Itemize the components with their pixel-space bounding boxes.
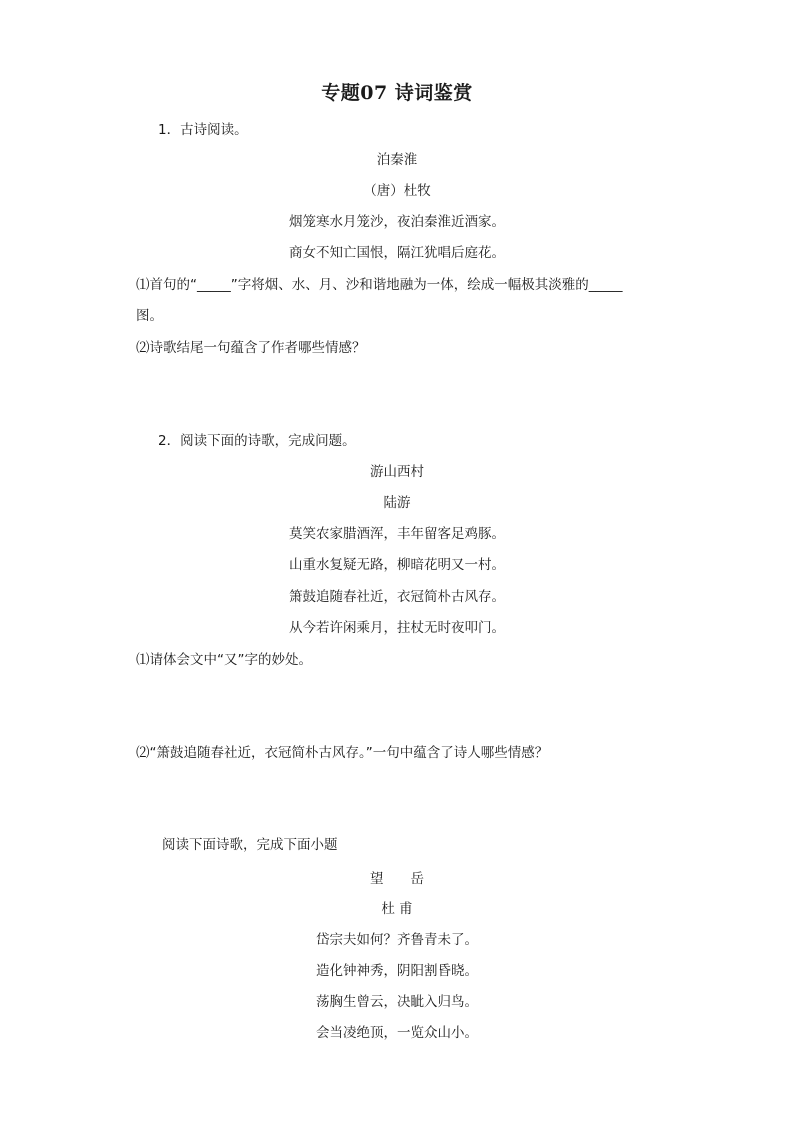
poem-3-line: 荡胸生曾云，决眦入归鸟。 bbox=[316, 994, 478, 1010]
question-2-sub-1: ⑴请体会文中“又”字的妙处。 bbox=[136, 652, 312, 668]
poem-1-title: 泊秦淮 bbox=[376, 152, 418, 168]
question-1-sub-2: ⑵诗歌结尾一句蕴含了作者哪些情感？ bbox=[136, 340, 366, 356]
section-3-intro: 阅读下面诗歌，完成下面小题 bbox=[162, 837, 338, 853]
poem-2-line: 从今若许闲乘月，拄杖无时夜叩门。 bbox=[289, 620, 505, 636]
poem-1-line: 商女不知亡国恨，隔江犹唱后庭花。 bbox=[289, 245, 505, 261]
poem-3-author: 杜 甫 bbox=[381, 901, 413, 917]
poem-3-line: 会当凌绝顶，一览众山小。 bbox=[316, 1025, 478, 1041]
question-1-sub-1-cont: 图。 bbox=[136, 308, 163, 324]
question-2: 2．阅读下面的诗歌，完成问题。 bbox=[158, 433, 356, 449]
poem-1-line: 烟笼寒水月笼沙，夜泊秦淮近酒家。 bbox=[289, 214, 505, 230]
poem-2-line: 山重水复疑无路，柳暗花明又一村。 bbox=[289, 557, 505, 573]
poem-3-line: 岱宗夫如何？齐鲁青未了。 bbox=[316, 932, 478, 948]
question-2-sub-2: ⑵“箫鼓追随春社近，衣冠简朴古风存。”一句中蕴含了诗人哪些情感？ bbox=[136, 745, 549, 761]
poem-3-title: 望 岳 bbox=[370, 871, 424, 887]
poem-2-line: 莫笑农家腊酒浑，丰年留客足鸡豚。 bbox=[289, 526, 505, 542]
question-1-sub-1: ⑴首句的“_____”字将烟、水、月、沙和谐地融为一体，绘成一幅极其淡雅的_____ bbox=[136, 277, 623, 293]
poem-2-title: 游山西村 bbox=[370, 464, 424, 480]
poem-2-author: 陆游 bbox=[383, 495, 411, 511]
poem-3-line: 造化钟神秀，阴阳割昏晓。 bbox=[316, 963, 478, 979]
poem-2-line: 箫鼓追随春社近，衣冠简朴古风存。 bbox=[289, 589, 505, 605]
poem-1-author: （唐）杜牧 bbox=[363, 183, 431, 199]
page-title: 专题07 诗词鉴赏 bbox=[321, 82, 473, 104]
question-1: 1．古诗阅读。 bbox=[158, 122, 248, 138]
